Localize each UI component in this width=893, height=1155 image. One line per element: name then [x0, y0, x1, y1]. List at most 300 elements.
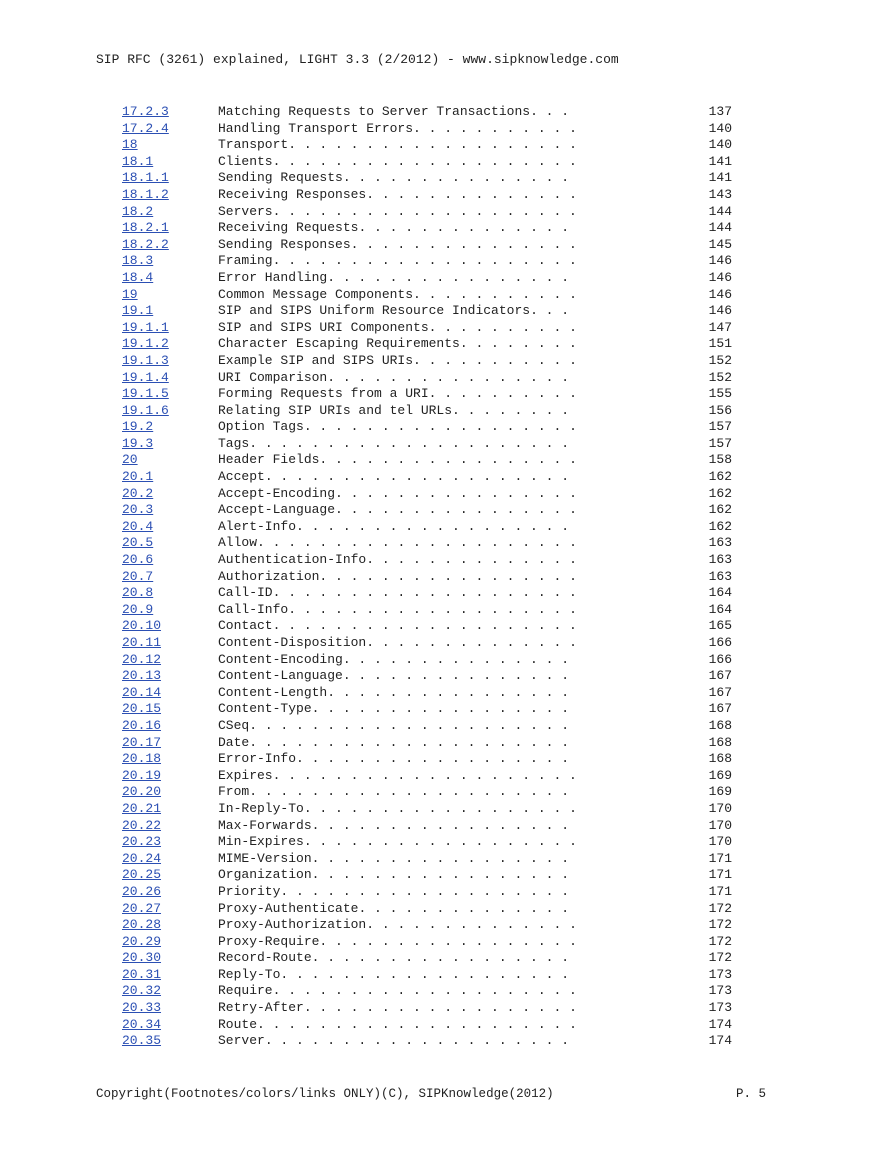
- toc-section-title: Sending Requests: [218, 170, 343, 186]
- toc-row: [122, 287, 732, 304]
- toc-row: [122, 701, 732, 718]
- toc-section-number: [122, 121, 218, 138]
- toc-row: [122, 502, 732, 519]
- toc-section-number: [122, 1017, 218, 1034]
- toc-section-title: Framing: [218, 253, 273, 269]
- toc-section-number: [122, 834, 218, 851]
- toc-section-number: [122, 519, 218, 536]
- toc-dot-leader: . . . . . . . . . . . . . . . . . . . .: [272, 253, 577, 269]
- footer-copyright: Copyright(Footnotes/colors/links ONLY)(C), SIPKnowledge(2012): [96, 1087, 554, 1101]
- toc-section-number: [122, 187, 218, 204]
- toc-row: [122, 668, 732, 685]
- toc-section-title: Date: [218, 734, 250, 750]
- toc-section-title: Error Handling: [218, 269, 328, 285]
- toc-dot-leader: . . . . . . . . . . . . . . . . .: [311, 850, 570, 866]
- toc-dot-leader: . . . . . . . . . . . . . . . . . . . . .: [249, 717, 570, 733]
- toc-dot-leader: . . . . . . . . . . . . . . . . . . . .: [272, 585, 577, 601]
- toc-section-title: Transport: [218, 137, 289, 153]
- toc-dot-leader: . . . . . . . . . . . . . . .: [350, 236, 577, 252]
- toc-section-number: [122, 917, 218, 934]
- toc-page-number: 158: [708, 452, 732, 468]
- toc-section-number: [122, 884, 218, 901]
- toc-section-number: [122, 253, 218, 270]
- page-header: SIP RFC (3261) explained, LIGHT 3.3 (2/2012) - www.sipknowledge.com: [96, 52, 619, 67]
- toc-section-link[interactable]: 18.1: [122, 153, 154, 169]
- toc-row: [122, 154, 732, 171]
- toc-page-number: 140: [708, 120, 732, 136]
- toc-page-number: 171: [708, 883, 732, 899]
- toc-row: [122, 452, 732, 469]
- toc-section-number: [122, 336, 218, 353]
- toc-page-number: 169: [708, 767, 732, 783]
- toc-page-number: 169: [708, 784, 732, 800]
- toc-section-title: Content-Length: [218, 684, 328, 700]
- toc-row: [122, 370, 732, 387]
- toc-row: [122, 187, 732, 204]
- toc-row: [122, 917, 732, 934]
- toc-row: [122, 220, 732, 237]
- toc-section-link[interactable]: 19: [122, 286, 138, 302]
- toc-section-number: [122, 104, 218, 121]
- toc-section-link[interactable]: 20.2: [122, 485, 154, 501]
- toc-dot-leader: . . . . . . . . . . . . . . . . . . .: [280, 883, 570, 899]
- toc-section-link[interactable]: 18: [122, 137, 138, 153]
- toc-row: [122, 884, 732, 901]
- toc-dot-leader: . . . . . . . . . . . . . . . . . . . . .: [249, 784, 570, 800]
- toc-section-title: SIP and SIPS URI Components: [218, 319, 429, 335]
- toc-section-title: SIP and SIPS Uniform Resource Indicators: [218, 303, 531, 319]
- toc-row: [122, 137, 732, 154]
- toc-section-title: Expires: [218, 767, 273, 783]
- toc-section-title: Retry-After: [218, 1000, 304, 1016]
- toc-section-link[interactable]: 20.28: [122, 917, 162, 933]
- toc-section-link[interactable]: 18.2: [122, 203, 154, 219]
- toc-section-title: Accept: [218, 469, 265, 485]
- toc-page-number: 146: [708, 286, 732, 302]
- toc-dot-leader: . . . . . . . . . . . . . . . . . . . . .: [257, 1016, 577, 1032]
- toc-section-link[interactable]: 20.9: [122, 601, 154, 617]
- toc-section-title: Character Escaping Requirements: [218, 336, 460, 352]
- toc-section-number: [122, 535, 218, 552]
- toc-section-number: [122, 685, 218, 702]
- toc-section-title: MIME-Version: [218, 850, 312, 866]
- toc-dot-leader: . . . . . . . . . . . . . . . . .: [311, 701, 570, 717]
- toc-section-link[interactable]: 19.3: [122, 435, 154, 451]
- toc-dot-leader: . . . . . . . . . . . . . . . .: [327, 269, 570, 285]
- toc-row: [122, 253, 732, 270]
- toc-section-title: CSeq: [218, 717, 250, 733]
- toc-row: [122, 386, 732, 403]
- toc-page-number: 141: [708, 170, 732, 186]
- toc-section-number: [122, 934, 218, 951]
- toc-section-link[interactable]: 19.1.3: [122, 352, 169, 368]
- toc-section-number: [122, 552, 218, 569]
- toc-section-link[interactable]: 20.6: [122, 552, 154, 568]
- toc-dot-leader: . . .: [530, 303, 570, 319]
- toc-section-link[interactable]: 18.3: [122, 253, 154, 269]
- toc-dot-leader: . . . . . . . . . . . . . .: [366, 635, 577, 650]
- toc-section-link[interactable]: 20.32: [122, 983, 162, 999]
- toc-section-title: Allow: [218, 535, 258, 551]
- toc-dot-leader: . . . . . . . . . . . . . . . . . . . .: [272, 618, 577, 634]
- toc-section-link[interactable]: 19.1.1: [122, 319, 169, 335]
- toc-section-title: Tags: [218, 435, 250, 451]
- toc-row: [122, 436, 732, 453]
- toc-dot-leader: . . . . . . . .: [459, 336, 577, 352]
- toc-section-number: [122, 204, 218, 221]
- toc-section-number: [122, 270, 218, 287]
- toc-section-title: Sending Responses: [218, 236, 351, 252]
- toc-row: [122, 867, 732, 884]
- toc-section-link[interactable]: 20.12: [122, 651, 162, 667]
- toc-section-link[interactable]: 20.4: [122, 518, 154, 534]
- toc-dot-leader: . . . . . . . . . . . . . . . .: [327, 369, 570, 385]
- toc-dot-leader: . . . . . . . . . . . . . .: [366, 186, 577, 202]
- toc-section-number: [122, 701, 218, 718]
- toc-page-number: 167: [708, 668, 732, 684]
- toc-section-number: [122, 386, 218, 403]
- toc-row: [122, 768, 732, 785]
- toc-section-link[interactable]: 20.18: [122, 751, 162, 767]
- toc-dot-leader: . . . . . . . . . . . . . . . . .: [311, 950, 570, 966]
- toc-section-title: Matching Requests to Server Transactions: [218, 104, 531, 119]
- toc-section-link[interactable]: 20.21: [122, 800, 162, 816]
- toc-dot-leader: . . . . . . . . . . . . . . . . . .: [303, 1000, 577, 1016]
- toc-section-link[interactable]: 20.31: [122, 966, 162, 982]
- toc-section-link[interactable]: 20.29: [122, 933, 162, 949]
- toc-section-link[interactable]: 20.33: [122, 1000, 162, 1016]
- toc-section-title: Relating SIP URIs and tel URLs: [218, 402, 453, 418]
- toc-dot-leader: . . . . . . . . . .: [428, 386, 577, 402]
- toc-section-link[interactable]: 20.11: [122, 635, 162, 650]
- toc-section-title: Accept-Encoding: [218, 485, 336, 501]
- toc-section-number: [122, 784, 218, 801]
- toc-section-link[interactable]: 20.22: [122, 817, 162, 833]
- toc-dot-leader: . . . . . . . . . . . . . .: [358, 900, 570, 916]
- toc-section-link[interactable]: 20.23: [122, 834, 162, 850]
- toc-page-number: 170: [708, 834, 732, 850]
- toc-section-link[interactable]: 19.1.5: [122, 386, 169, 402]
- toc-section-title: Alert-Info: [218, 518, 297, 534]
- toc-page-number: 174: [708, 1033, 732, 1049]
- toc-page-number: 146: [708, 303, 732, 319]
- toc-row: [122, 336, 732, 353]
- toc-section-link[interactable]: 18.2.1: [122, 220, 169, 236]
- toc-section-number: [122, 851, 218, 868]
- toc-section-title: Content-Type: [218, 701, 312, 717]
- toc-section-link[interactable]: 20.35: [122, 1033, 162, 1049]
- toc-section-link[interactable]: 20.17: [122, 734, 162, 750]
- toc-row: [122, 353, 732, 370]
- toc-page-number: 141: [708, 153, 732, 169]
- toc-dot-leader: . . . . . . . . . . .: [413, 120, 577, 136]
- toc-row: [122, 652, 732, 669]
- toc-dot-leader: . . . . . . . . . . . . . . . . .: [311, 867, 570, 883]
- toc-section-number: [122, 618, 218, 635]
- toc-dot-leader: . . . . . . . . . . . . . . . . . . . .: [272, 983, 577, 999]
- toc-row: [122, 818, 732, 835]
- toc-page-number: 137: [708, 104, 732, 119]
- toc-dot-leader: . . . . . . . . . . . . . . . . . .: [303, 419, 577, 435]
- toc-section-link[interactable]: 20.26: [122, 883, 162, 899]
- toc-row: [122, 170, 732, 187]
- toc-section-number: [122, 486, 218, 503]
- toc-section-number: [122, 751, 218, 768]
- toc-section-title: Call-ID: [218, 585, 273, 601]
- toc-dot-leader: . . . . . . . . . . . . . . .: [342, 170, 570, 186]
- toc-section-title: Server: [218, 1033, 265, 1049]
- toc-section-number: [122, 419, 218, 436]
- toc-section-title: Content-Language: [218, 668, 343, 684]
- toc-section-link[interactable]: 20.25: [122, 867, 162, 883]
- toc-section-number: [122, 469, 218, 486]
- toc-section-number: [122, 983, 218, 1000]
- toc-dot-leader: . . . . . . . . . . . . . . . .: [327, 684, 570, 700]
- toc-section-link[interactable]: 19.1: [122, 303, 154, 319]
- toc-page-number: 152: [708, 352, 732, 368]
- toc-section-number: [122, 967, 218, 984]
- toc-section-title: Organization: [218, 867, 312, 883]
- toc-section-number: [122, 287, 218, 304]
- toc-page-number: 163: [708, 568, 732, 584]
- toc-page-number: 174: [708, 1016, 732, 1032]
- toc-section-title: Authentication-Info: [218, 552, 367, 568]
- toc-section-link[interactable]: 19.2: [122, 419, 154, 435]
- toc-section-title: Accept-Language: [218, 502, 336, 518]
- toc-section-link[interactable]: 19.1.4: [122, 369, 169, 385]
- toc-page-number: 140: [708, 137, 732, 153]
- toc-section-title: Proxy-Authorization: [218, 917, 367, 933]
- toc-page-number: 164: [708, 585, 732, 601]
- toc-section-number: [122, 154, 218, 171]
- toc-dot-leader: . . . . . . . . . . . . . . . . . . . .: [264, 469, 570, 485]
- toc-dot-leader: . . . . . . . . . . . . . . . . . . . .: [272, 153, 577, 169]
- toc-dot-leader: . . . . . . . . . . . . . . . . . . . .: [272, 203, 577, 219]
- toc-section-link[interactable]: 20.14: [122, 684, 162, 700]
- toc-section-link[interactable]: 19.1.2: [122, 336, 169, 352]
- toc-section-link[interactable]: 20.1: [122, 469, 154, 485]
- toc-section-number: [122, 170, 218, 187]
- toc-section-link[interactable]: 20.16: [122, 717, 162, 733]
- toc-section-number: [122, 137, 218, 154]
- toc-section-title: Record-Route: [218, 950, 312, 966]
- toc-section-number: [122, 768, 218, 785]
- toc-dot-leader: . . . . . . . . . . . . . . . . .: [311, 817, 570, 833]
- toc-dot-leader: . . . . . . . . . . . . . . . .: [335, 502, 577, 518]
- toc-page-number: 144: [708, 203, 732, 219]
- toc-row: [122, 1017, 732, 1034]
- toc-dot-leader: . . . . . . . . . . . . . . . . . . .: [280, 966, 570, 982]
- toc-page-number: 145: [708, 236, 732, 252]
- toc-row: [122, 950, 732, 967]
- toc-page-number: 166: [708, 651, 732, 667]
- toc-page-number: 172: [708, 950, 732, 966]
- toc-section-link[interactable]: 20.15: [122, 701, 162, 717]
- toc-section-link[interactable]: 20.10: [122, 618, 162, 634]
- toc-page-number: 172: [708, 917, 732, 933]
- toc-page-number: 162: [708, 485, 732, 501]
- toc-section-title: From: [218, 784, 250, 800]
- toc-section-title: In-Reply-To: [218, 800, 304, 816]
- toc-section-link[interactable]: 20.8: [122, 585, 154, 601]
- toc-section-number: [122, 718, 218, 735]
- toc-page-number: 146: [708, 269, 732, 285]
- toc-dot-leader: . . . . . . . . . . . . . . . . .: [319, 933, 577, 949]
- toc-dot-leader: . . . . . . . . . . . . . . . . . . . .: [264, 1033, 570, 1049]
- toc-row: [122, 519, 732, 536]
- toc-section-title: URI Comparison: [218, 369, 328, 385]
- toc-dot-leader: . . . . . . . . . . .: [413, 286, 577, 302]
- toc-section-link[interactable]: 20.24: [122, 850, 162, 866]
- toc-section-link[interactable]: 18.1.2: [122, 186, 169, 202]
- toc-section-title: Proxy-Require: [218, 933, 320, 949]
- toc-page-number: 168: [708, 717, 732, 733]
- toc-page-number: 172: [708, 933, 732, 949]
- toc-dot-leader: . . . . . . . . . . . . . . . . .: [319, 568, 577, 584]
- toc-row: [122, 934, 732, 951]
- toc-section-link[interactable]: 20: [122, 452, 138, 468]
- toc-section-number: [122, 602, 218, 619]
- toc-page-number: 167: [708, 701, 732, 717]
- toc-page-number: 168: [708, 734, 732, 750]
- toc-row: [122, 204, 732, 221]
- toc-row: [122, 469, 732, 486]
- toc-section-number: [122, 635, 218, 652]
- toc-section-number: [122, 220, 218, 237]
- toc-section-title: Call-Info: [218, 601, 289, 617]
- toc-page-number: 162: [708, 518, 732, 534]
- toc-row: [122, 751, 732, 768]
- toc-dot-leader: . . . . . . . . . . . . . .: [358, 220, 570, 236]
- toc-page-number: 144: [708, 220, 732, 236]
- toc-section-title: Handling Transport Errors: [218, 120, 414, 136]
- toc-row: [122, 1000, 732, 1017]
- footer-page-number: P. 5: [735, 1087, 766, 1101]
- toc-page-number: 152: [708, 369, 732, 385]
- toc-dot-leader: . . . . . . . . . . . . . . . .: [335, 485, 577, 501]
- toc-page-number: 143: [708, 186, 732, 202]
- toc-section-link[interactable]: 18.2.2: [122, 236, 169, 252]
- table-of-contents: [122, 104, 732, 1050]
- toc-row: [122, 320, 732, 337]
- toc-section-title: Servers: [218, 203, 273, 219]
- toc-section-number: [122, 818, 218, 835]
- toc-section-number: [122, 668, 218, 685]
- toc-section-link[interactable]: 20.20: [122, 784, 162, 800]
- toc-section-link[interactable]: 20.30: [122, 950, 162, 966]
- toc-section-link[interactable]: 20.34: [122, 1016, 162, 1032]
- toc-section-link[interactable]: 20.5: [122, 535, 154, 551]
- toc-page-number: 147: [708, 319, 732, 335]
- toc-row: [122, 121, 732, 138]
- toc-section-number: [122, 801, 218, 818]
- toc-section-number: [122, 569, 218, 586]
- toc-section-link[interactable]: 20.19: [122, 767, 162, 783]
- toc-section-link[interactable]: 19.1.6: [122, 402, 169, 418]
- toc-row: [122, 735, 732, 752]
- toc-section-title: Forming Requests from a URI: [218, 386, 429, 402]
- toc-section-number: [122, 1033, 218, 1050]
- toc-row: [122, 104, 732, 121]
- toc-section-title: Authorization: [218, 568, 320, 584]
- toc-section-number: [122, 452, 218, 469]
- toc-dot-leader: . . . . . . . . . . . . . . . . . . . .: [272, 767, 577, 783]
- toc-section-title: Receiving Responses: [218, 186, 367, 202]
- toc-section-number: [122, 403, 218, 420]
- toc-section-title: Route: [218, 1016, 258, 1032]
- toc-row: [122, 901, 732, 918]
- toc-dot-leader: . . . . . . . . . . . . . . . . . . . . .: [257, 535, 577, 551]
- toc-dot-leader: . . . . . . . .: [452, 402, 570, 418]
- toc-page-number: 151: [708, 336, 732, 352]
- toc-page-number: 162: [708, 469, 732, 485]
- toc-section-number: [122, 237, 218, 254]
- toc-page-number: 162: [708, 502, 732, 518]
- toc-section-link[interactable]: 20.3: [122, 502, 154, 518]
- toc-dot-leader: . . . . . . . . . . . . . . . . . . . . .: [249, 435, 570, 451]
- toc-section-link[interactable]: 18.4: [122, 269, 154, 285]
- toc-page-number: 171: [708, 850, 732, 866]
- toc-section-number: [122, 901, 218, 918]
- toc-dot-leader: . . . . . . . . . . . . . .: [366, 917, 577, 933]
- toc-row: [122, 834, 732, 851]
- toc-dot-leader: . . . . . . . . . . . . . . . . . .: [303, 800, 577, 816]
- toc-row: [122, 403, 732, 420]
- toc-row: [122, 303, 732, 320]
- toc-section-number: [122, 320, 218, 337]
- toc-page-number: 173: [708, 966, 732, 982]
- toc-section-number: [122, 652, 218, 669]
- toc-section-number: [122, 1000, 218, 1017]
- toc-row: [122, 718, 732, 735]
- toc-section-title: Contact: [218, 618, 273, 634]
- toc-page-number: 163: [708, 552, 732, 568]
- toc-page-number: 173: [708, 1000, 732, 1016]
- toc-section-link[interactable]: 20.7: [122, 568, 154, 584]
- toc-dot-leader: . . .: [530, 104, 570, 119]
- toc-dot-leader: . . . . . . . . . . . . . . . . .: [319, 452, 577, 468]
- toc-section-link[interactable]: 17.2.3: [122, 104, 169, 119]
- toc-section-title: Max-Forwards: [218, 817, 312, 833]
- toc-page-number: 156: [708, 402, 732, 418]
- page-footer: [96, 1087, 766, 1101]
- toc-section-title: Reply-To: [218, 966, 281, 982]
- toc-section-title: Header Fields: [218, 452, 320, 468]
- toc-section-link[interactable]: 17.2.4: [122, 120, 169, 136]
- toc-page-number: 172: [708, 900, 732, 916]
- toc-section-link[interactable]: 20.27: [122, 900, 162, 916]
- toc-page-number: 170: [708, 817, 732, 833]
- toc-section-link[interactable]: 18.1.1: [122, 170, 169, 186]
- toc-dot-leader: . . . . . . . . . .: [428, 319, 577, 335]
- toc-row: [122, 851, 732, 868]
- toc-section-link[interactable]: 20.13: [122, 668, 162, 684]
- toc-page-number: 167: [708, 684, 732, 700]
- toc-dot-leader: . . . . . . . . . . . . . . . . . . .: [288, 137, 577, 153]
- toc-section-title: Example SIP and SIPS URIs: [218, 352, 414, 368]
- toc-dot-leader: . . . . . . . . . . .: [413, 352, 577, 368]
- toc-row: [122, 1033, 732, 1050]
- toc-row: [122, 237, 732, 254]
- toc-page-number: 170: [708, 800, 732, 816]
- toc-section-title: Proxy-Authenticate: [218, 900, 359, 916]
- toc-section-number: [122, 585, 218, 602]
- toc-row: [122, 801, 732, 818]
- toc-row: [122, 552, 732, 569]
- toc-row: [122, 685, 732, 702]
- toc-page-number: 155: [708, 386, 732, 402]
- toc-page-number: 168: [708, 751, 732, 767]
